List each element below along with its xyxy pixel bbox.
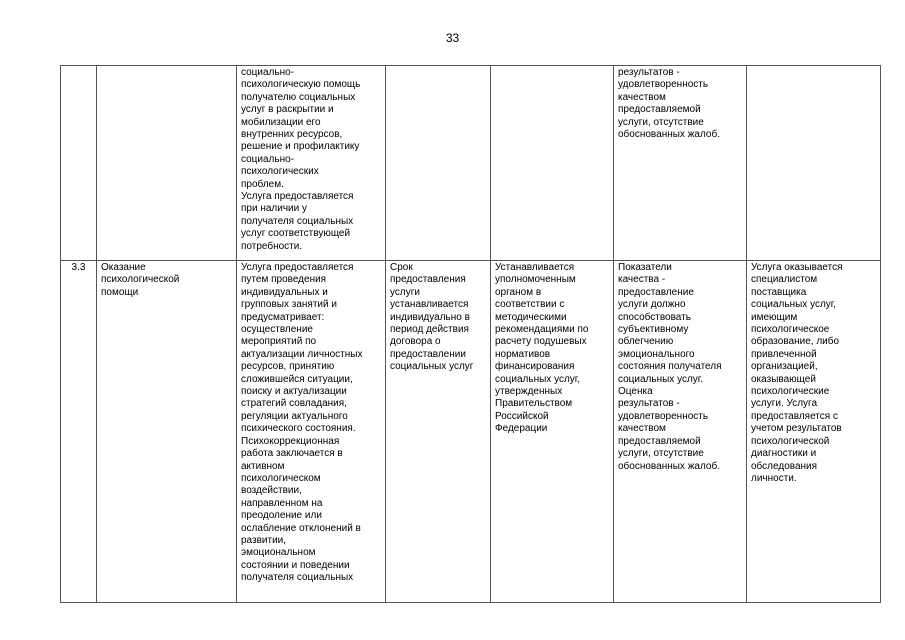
page-number: 33: [445, 31, 460, 45]
cell-service-conditions: [747, 66, 881, 261]
cell-quality-indicators: Показатели качества - предоставление услуги должно способствовать субъективному облегчению эмоционального состояния получателя социальных услуг. Оценка результатов - удовлетворенность качеством предоставляемой услуги, отсутствие обоснованных жалоб.: [614, 261, 747, 603]
cell-service-term: [386, 66, 491, 261]
cell-service-norms: Устанавливается уполномоченным органом в соответствии с методическими рекомендациями по расчету подушевых нормативов финансирования социальных услуг, утвержденных Правительством Российской Федерации: [491, 261, 614, 603]
cell-service-description: социально- психологическую помощь получателю социальных услуг в раскрытии и мобилизации его внутренних ресурсов, решение и профилактику социально- психологических проблем. Услуга предоставляется при наличии у получателя социальных услуг соответствующей потребности.: [237, 66, 386, 261]
table-row: [61, 261, 881, 603]
cell-quality-indicators: результатов - удовлетворенность качеством предоставляемой услуги, отсутствие обоснованных жалоб.: [614, 66, 747, 261]
cell-number: 3.3: [61, 261, 97, 603]
cell-service-name: [97, 66, 237, 261]
cell-service-description: Услуга предоставляется путем проведения индивидуальных и групповых занятий и предусматривает: осуществление мероприятий по актуализации личностных ресурсов, принятию сложившейся ситуации, поиску и актуализации стратегий совладания, регуляции актуального психического состояния. Психокоррекционная работа заключается в активном психологическом воздействии, направленном на преодоление или ослабление отклонений в развитии, эмоциональном состоянии и поведении получателя социальных: [237, 261, 386, 603]
services-table: [60, 65, 881, 603]
cell-number: [61, 66, 97, 261]
cell-service-norms: [491, 66, 614, 261]
cell-service-name: Оказание психологической помощи: [97, 261, 237, 603]
table-row: [61, 66, 881, 261]
cell-service-conditions: Услуга оказывается специалистом поставщика социальных услуг, имеющим психологическое образование, либо привлеченной организацией, оказывающей психологические услуги. Услуга предоставляется с учетом результатов психологической диагностики и обследования личности.: [747, 261, 881, 603]
cell-service-term: Срок предоставления услуги устанавливается индивидуально в период действия договора о предоставлении социальных услуг: [386, 261, 491, 603]
